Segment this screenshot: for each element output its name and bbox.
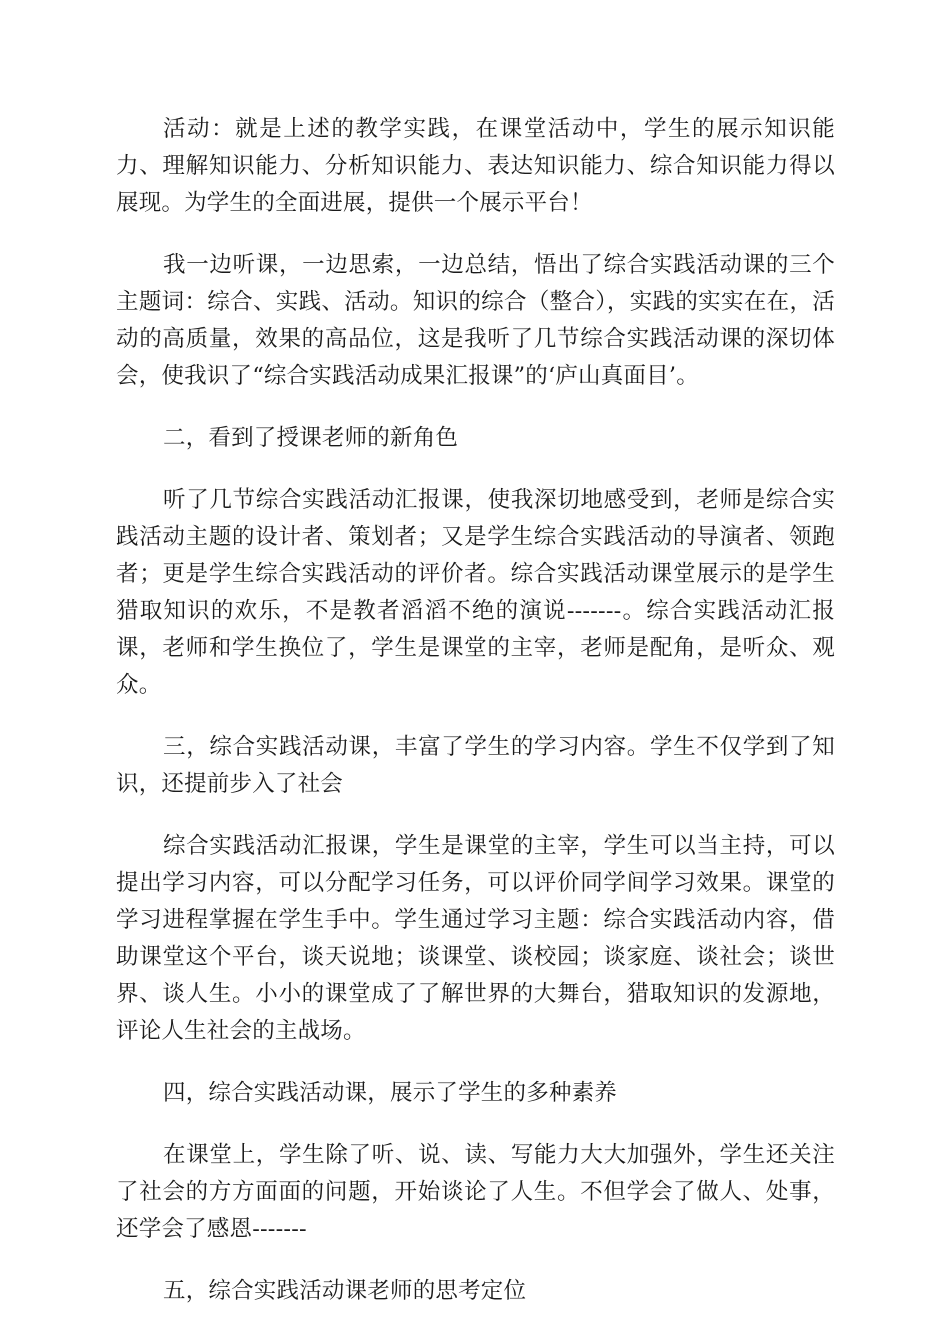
paragraph-teacher-role: 听了几节综合实践活动汇报课，使我深切地感受到，老师是综合实践活动主题的设计者、策划者；又是学生综合实践活动的导演者、领跑者；更是学生综合实践活动的评价者。综合实践活动课堂展示的是学生猎取知识的欢乐，不是教者滔滔不绝的演说-------。综合实践活动汇报课，老师和学生换位了，学生是课堂的主宰，老师是配角，是听众、观众。	[116, 487, 835, 698]
section-heading-2: 二，看到了授课老师的新角色	[163, 425, 459, 451]
paragraph-activity-definition: 活动：就是上述的教学实践，在课堂活动中，学生的展示知识能力、理解知识能力、分析知识能力、表达知识能力、综合知识能力得以展现。为学生的全面进展，提供一个展示平台！	[116, 116, 835, 216]
paragraph-learning-content: 综合实践活动汇报课，学生是课堂的主宰，学生可以当主持，可以提出学习内容，可以分配学习任务，可以评价同学间学习效果。课堂的学习进程掌握在学生手中。学生通过学习主题：综合实践活动内容，借助课堂这个平台，谈天说地；谈课堂、谈校园；谈家庭、谈社会；谈世界、谈人生。小小的课堂成了了解世界的大舞台，猎取知识的发源地，评论人生社会的主战场。	[116, 833, 835, 1044]
paragraph-three-keywords: 我一边听课，一边思索，一边总结，悟出了综合实践活动课的三个主题词：综合、实践、活动。知识的综合（整合），实践的实实在在，活动的高质量，效果的高品位，这是我听了几节综合实践活动课的深切体会，使我识了“综合实践活动成果汇报课”的‘庐山真面目’。	[116, 252, 835, 389]
section-heading-3: 三，综合实践活动课，丰富了学生的学习内容。学生不仅学到了知识，还提前步入了社会	[116, 734, 835, 797]
section-heading-4: 四，综合实践活动课，展示了学生的多种素养	[163, 1080, 618, 1106]
section-heading-5: 五，综合实践活动课老师的思考定位	[163, 1278, 527, 1304]
paragraph-student-qualities: 在课堂上，学生除了听、说、读、写能力大大加强外，学生还关注了社会的方方面面的问题，开始谈论了人生。不但学会了做人、处事，还学会了感恩-------	[116, 1142, 835, 1242]
